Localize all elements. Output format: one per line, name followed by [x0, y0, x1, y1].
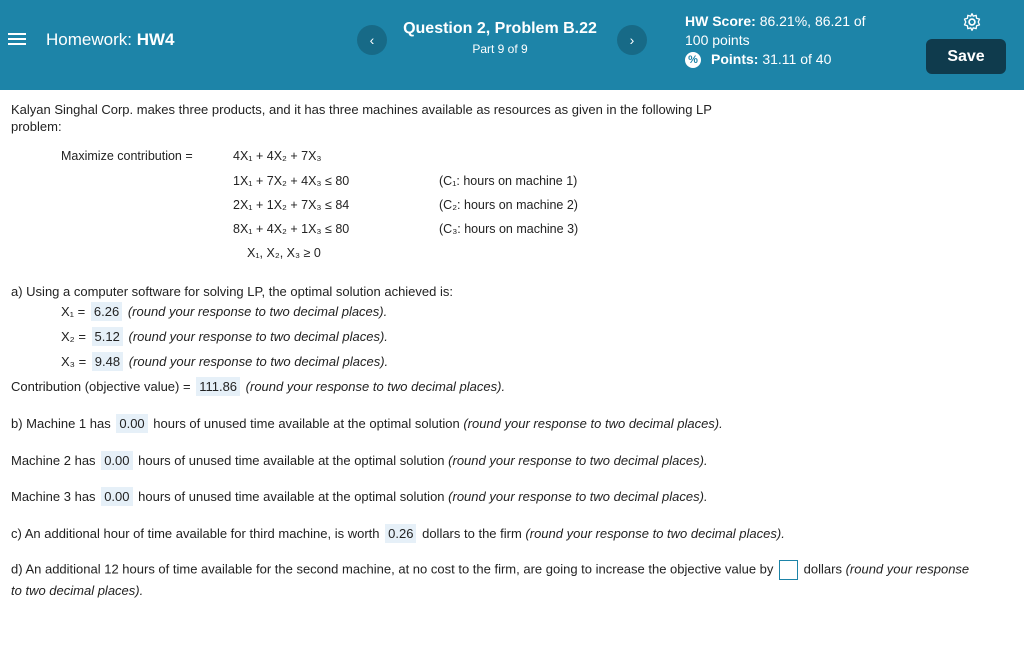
nonnegativity: X₁, X₂, X₃ ≥ 0: [247, 246, 321, 260]
partial-credit-icon: %: [685, 52, 701, 68]
machine-1-suffix: hours of unused time available at the optimal solution: [153, 416, 460, 431]
machine-3-hint: (round your response to two decimal places).: [448, 489, 708, 504]
hw-score-label: HW Score:: [685, 13, 756, 29]
part-d-prefix: d) An additional 12 hours of time available for the second machine, at no cost to the firm, are going to increase the objective value by: [11, 561, 774, 577]
machine-2-prefix: Machine 2 has: [11, 453, 96, 468]
x1-hint: (round your response to two decimal places).: [127, 304, 388, 319]
next-question-button[interactable]: ›: [617, 25, 647, 55]
x3-label: X₃ =: [61, 354, 87, 369]
x2-row: [61, 327, 388, 346]
x3-hint: (round your response to two decimal places).: [128, 354, 389, 369]
x3-answer: 9.48: [92, 352, 123, 371]
header-bar: [0, 0, 1024, 90]
machine-3-answer: 0.00: [101, 487, 132, 506]
hw-score-value: 86.21%, 86.21 of: [759, 13, 866, 29]
homework-name: HW4: [136, 30, 175, 49]
objective-function: 4X₁ + 4X₂ + 7X₃: [233, 149, 322, 163]
part-c-suffix: dollars to the firm: [422, 526, 522, 541]
points-label: Points:: [711, 51, 759, 67]
constraint-3-note: (C₃: hours on machine 3): [439, 222, 579, 236]
constraint-2: 2X₁ + 1X₂ + 7X₃ ≤ 84: [233, 198, 350, 212]
machine-2-answer: 0.00: [101, 451, 132, 470]
contribution-answer: 111.86: [196, 377, 240, 396]
gear-icon[interactable]: [962, 12, 982, 32]
part-d-row: [11, 560, 969, 580]
score-block: [685, 12, 895, 69]
points-value: 31.11 of 40: [762, 51, 832, 67]
x2-answer: 5.12: [92, 327, 123, 346]
part-c-row: [11, 524, 785, 543]
machine-1-row: [11, 414, 723, 433]
machine-1-hint: (round your response to two decimal places).: [463, 416, 723, 431]
machine-2-suffix: hours of unused time available at the optimal solution: [138, 453, 445, 468]
previous-question-button[interactable]: ‹: [357, 25, 387, 55]
constraint-1-note: (C₁: hours on machine 1): [439, 174, 578, 188]
hw-score-value-2: 100 points: [685, 32, 750, 48]
constraint-1: 1X₁ + 7X₂ + 4X₃ ≤ 80: [233, 174, 350, 188]
contribution-label: Contribution (objective value) =: [11, 379, 191, 394]
x2-hint: (round your response to two decimal places).: [128, 329, 388, 344]
machine-3-row: [11, 487, 708, 506]
machine-3-prefix: Machine 3 has: [11, 489, 96, 504]
question-content: [11, 101, 1016, 598]
constraint-3: 8X₁ + 4X₂ + 1X₃ ≤ 80: [233, 222, 350, 236]
machine-2-row: [11, 451, 708, 470]
menu-icon[interactable]: [8, 30, 26, 48]
question-title: Question 2, Problem B.22: [403, 20, 597, 37]
question-part: Part 9 of 9: [472, 42, 528, 56]
constraint-2-note: (C₂: hours on machine 2): [439, 198, 578, 212]
x1-label: X₁ =: [61, 304, 86, 319]
part-a-intro: a) Using a computer software for solving LP, the optimal solution achieved is:: [11, 284, 453, 299]
x2-label: X₂ =: [61, 329, 86, 344]
part-d-suffix: dollars: [803, 561, 842, 577]
machine-1-answer: 0.00: [116, 414, 147, 433]
homework-title: [46, 30, 174, 50]
maximize-label: Maximize contribution =: [61, 149, 193, 163]
problem-intro: Kalyan Singhal Corp. makes three products, and it has three machines available as resources as given in the following LP problem:: [11, 102, 712, 134]
machine-3-suffix: hours of unused time available at the optimal solution: [138, 489, 445, 504]
x1-row: [61, 302, 387, 321]
part-c-prefix: c) An additional hour of time available for third machine, is worth: [11, 526, 380, 541]
save-button[interactable]: Save: [926, 39, 1006, 74]
machine-1-prefix: b) Machine 1 has: [11, 416, 111, 431]
x1-answer: 6.26: [91, 302, 122, 321]
part-d-answer-input[interactable]: [779, 560, 798, 580]
part-c-answer: 0.26: [385, 524, 416, 543]
machine-2-hint: (round your response to two decimal places).: [448, 453, 708, 468]
part-d-hint-2: to two decimal places).: [11, 583, 144, 598]
contribution-row: [11, 377, 505, 396]
part-d-hint-1: (round your response: [845, 561, 970, 577]
homework-prefix: Homework:: [46, 30, 132, 49]
contribution-hint: (round your response to two decimal places).: [245, 379, 506, 394]
part-c-hint: (round your response to two decimal places).: [525, 526, 785, 541]
x3-row: [61, 352, 388, 371]
